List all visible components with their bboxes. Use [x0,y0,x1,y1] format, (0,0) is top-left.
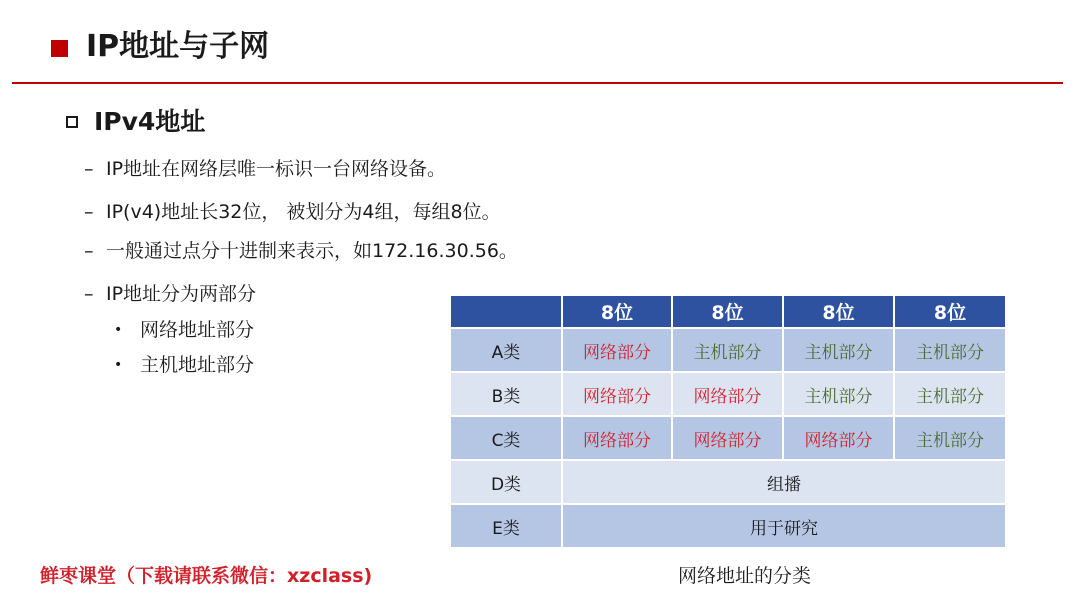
table-header-cell: 8位 [783,296,894,328]
table-row [451,372,1005,416]
table-cell: 网络部分 [672,416,783,460]
watermark-text: 鲜枣课堂（下载请联系微信：xzclass) [40,565,373,587]
table-caption: 网络地址的分类 [678,565,812,587]
table-header-corner [451,296,562,328]
dash-icon: – [84,283,94,305]
table-cell: 网络部分 [562,372,672,416]
merged-cell: 组播 [562,460,1005,504]
table-row [451,328,1005,372]
table-cell: 网络部分 [783,416,894,460]
row-label: B类 [451,372,562,416]
table-cell: 网络部分 [562,416,672,460]
table-header-cell: 8位 [894,296,1005,328]
row-label: C类 [451,416,562,460]
table-cell: 网络部分 [672,372,783,416]
table-row [451,504,1005,547]
bullet-text: IP(v4)地址长32位， 被划分为4组，每组8位。 [106,201,501,223]
sub-bullet-item [114,352,254,378]
title-divider [12,82,1063,84]
table-cell: 主机部分 [894,416,1005,460]
title-marker-square [51,40,68,57]
table-cell: 主机部分 [894,328,1005,372]
table-cell: 主机部分 [894,372,1005,416]
table-cell: 主机部分 [783,372,894,416]
table-cell: 主机部分 [783,328,894,372]
bullet-item [84,156,446,182]
bullet-text: IP地址在网络层唯一标识一台网络设备。 [106,158,447,180]
dash-icon: – [84,158,94,180]
table-cell: 主机部分 [672,328,783,372]
dot-icon: • [114,357,123,373]
bullet-text: IP地址分为两部分 [106,283,257,305]
dash-icon: – [84,240,94,262]
ip-class-table [451,296,1005,547]
dot-icon: • [114,322,123,338]
table-header-cell: 8位 [562,296,672,328]
merged-cell: 用于研究 [562,504,1005,547]
bullet-item [84,238,518,264]
table-header-row [451,296,1005,328]
sub-bullet-item [114,317,254,343]
table-cell: 网络部分 [562,328,672,372]
table-row [451,460,1005,504]
table-header-cell: 8位 [672,296,783,328]
bullet-item [84,281,256,307]
sub-bullet-text: 主机地址部分 [140,354,255,376]
bullet-text: 一般通过点分十进制来表示，如172.16.30.56。 [106,240,518,262]
table-row [451,416,1005,460]
slide-title: IP地址与子网 [86,29,270,64]
row-label: D类 [451,460,562,504]
row-label: A类 [451,328,562,372]
row-label: E类 [451,504,562,547]
hollow-square-bullet-icon [66,116,78,128]
bullet-item [84,199,501,225]
section-title: IPv4地址 [94,107,206,136]
dash-icon: – [84,201,94,223]
sub-bullet-text: 网络地址部分 [140,319,255,341]
